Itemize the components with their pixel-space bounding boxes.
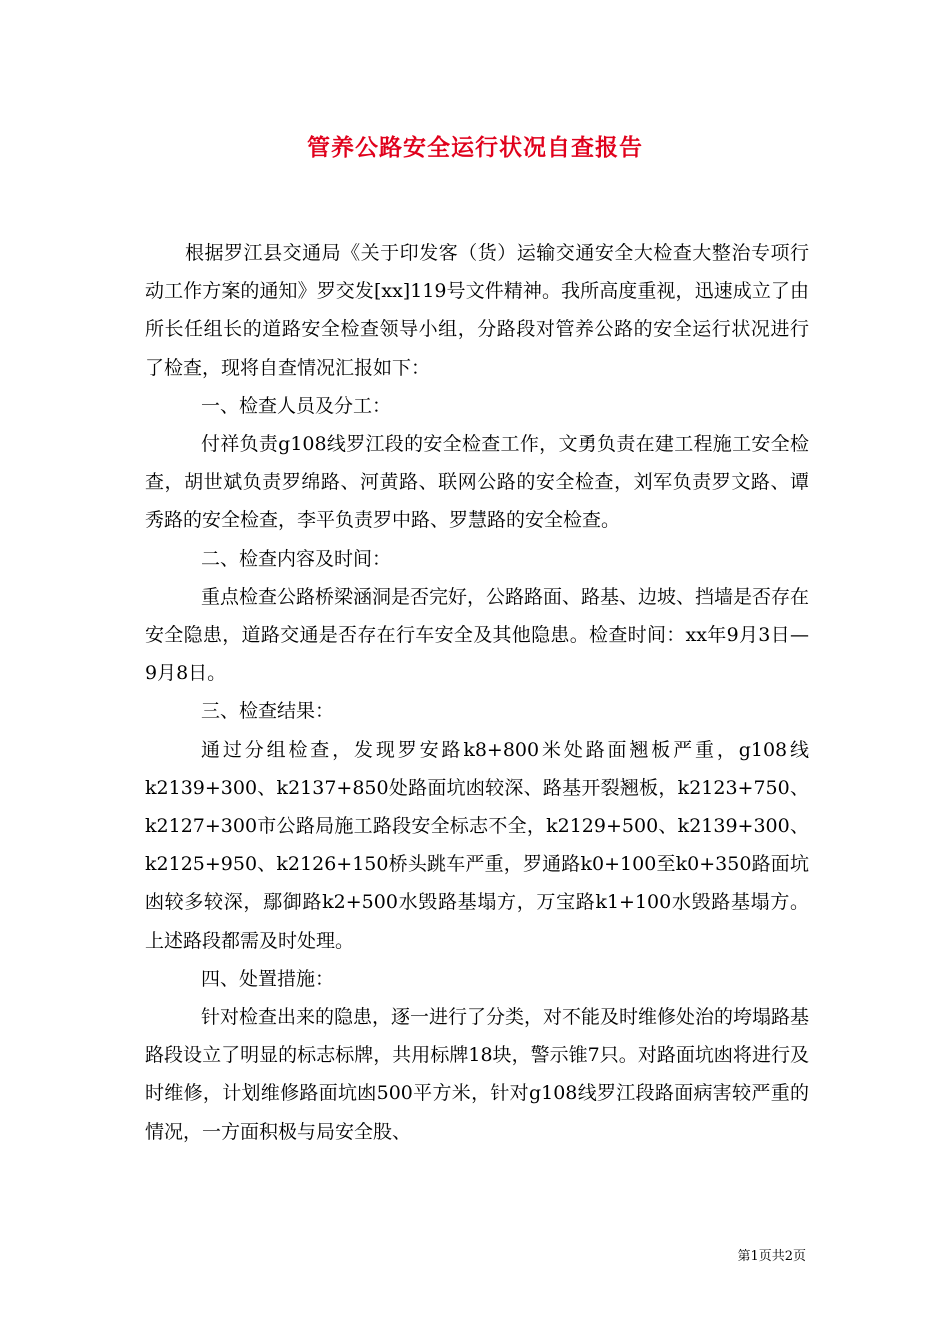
section-heading-results: 三、检查结果： — [201, 700, 335, 723]
section-paragraph-results: 通过分组检查，发现罗安路k8+800米处路面翘板严重，g108线k2139+300、k2137+850处路面坑凼较深、路基开裂翘板，k2123+750、k2127+300市公路局施工路段安全标志不全，k2129+500、k2139+300、k2125+950、k2126+150桥头跳车严重，罗通路k0+100至k0+350路面坑凼较多较深，鄢御路k2+500水毁路基塌方，万宝路k1+100水毁路基塌方。上述路段都需及时处理。 — [145, 738, 809, 952]
section-heading-personnel: 一、检查人员及分工： — [201, 394, 392, 417]
section-paragraph-measures: 针对检查出来的隐患，逐一进行了分类，对不能及时维修处治的垮塌路基路段设立了明显的标志标牌，共用标牌18块，警示锥7只。对路面坑凼将进行及时维修，计划维修路面坑凼500平方米，针对g108线罗江段路面病害较严重的情况，一方面积极与局安全股、 — [145, 1006, 810, 1143]
section-heading-content: 二、检查内容及时间： — [201, 547, 392, 570]
document-body — [145, 234, 809, 1151]
section-heading-measures: 四、处置措施： — [201, 967, 335, 990]
section-paragraph-content: 重点检查公路桥梁涵洞是否完好，公路路面、路基、边坡、挡墙是否存在安全隐患，道路交通是否存在行车安全及其他隐患。检查时间：xx年9月3日—9月8日。 — [145, 585, 810, 685]
document-title: 管养公路安全运行状况自查报告 — [307, 134, 643, 161]
section-paragraph-personnel: 付祥负责g108线罗江段的安全检查工作，文勇负责在建工程施工安全检查，胡世斌负责罗绵路、河黄路、联网公路的安全检查，刘军负责罗文路、谭秀路的安全检查，李平负责罗中路、罗慧路的安全检查。 — [145, 433, 809, 532]
intro-paragraph: 根据罗江县交通局《关于印发客（货）运输交通安全大检查大整治专项行动工作方案的通知》罗交发[xx]119号文件精神。我所高度重视，迅速成立了由所长任组长的道路安全检查领导小组，分路段对管养公路的安全运行状况进行了检查，现将自查情况汇报如下： — [145, 242, 809, 379]
page-indicator: 第1页共2页 — [737, 1249, 806, 1264]
